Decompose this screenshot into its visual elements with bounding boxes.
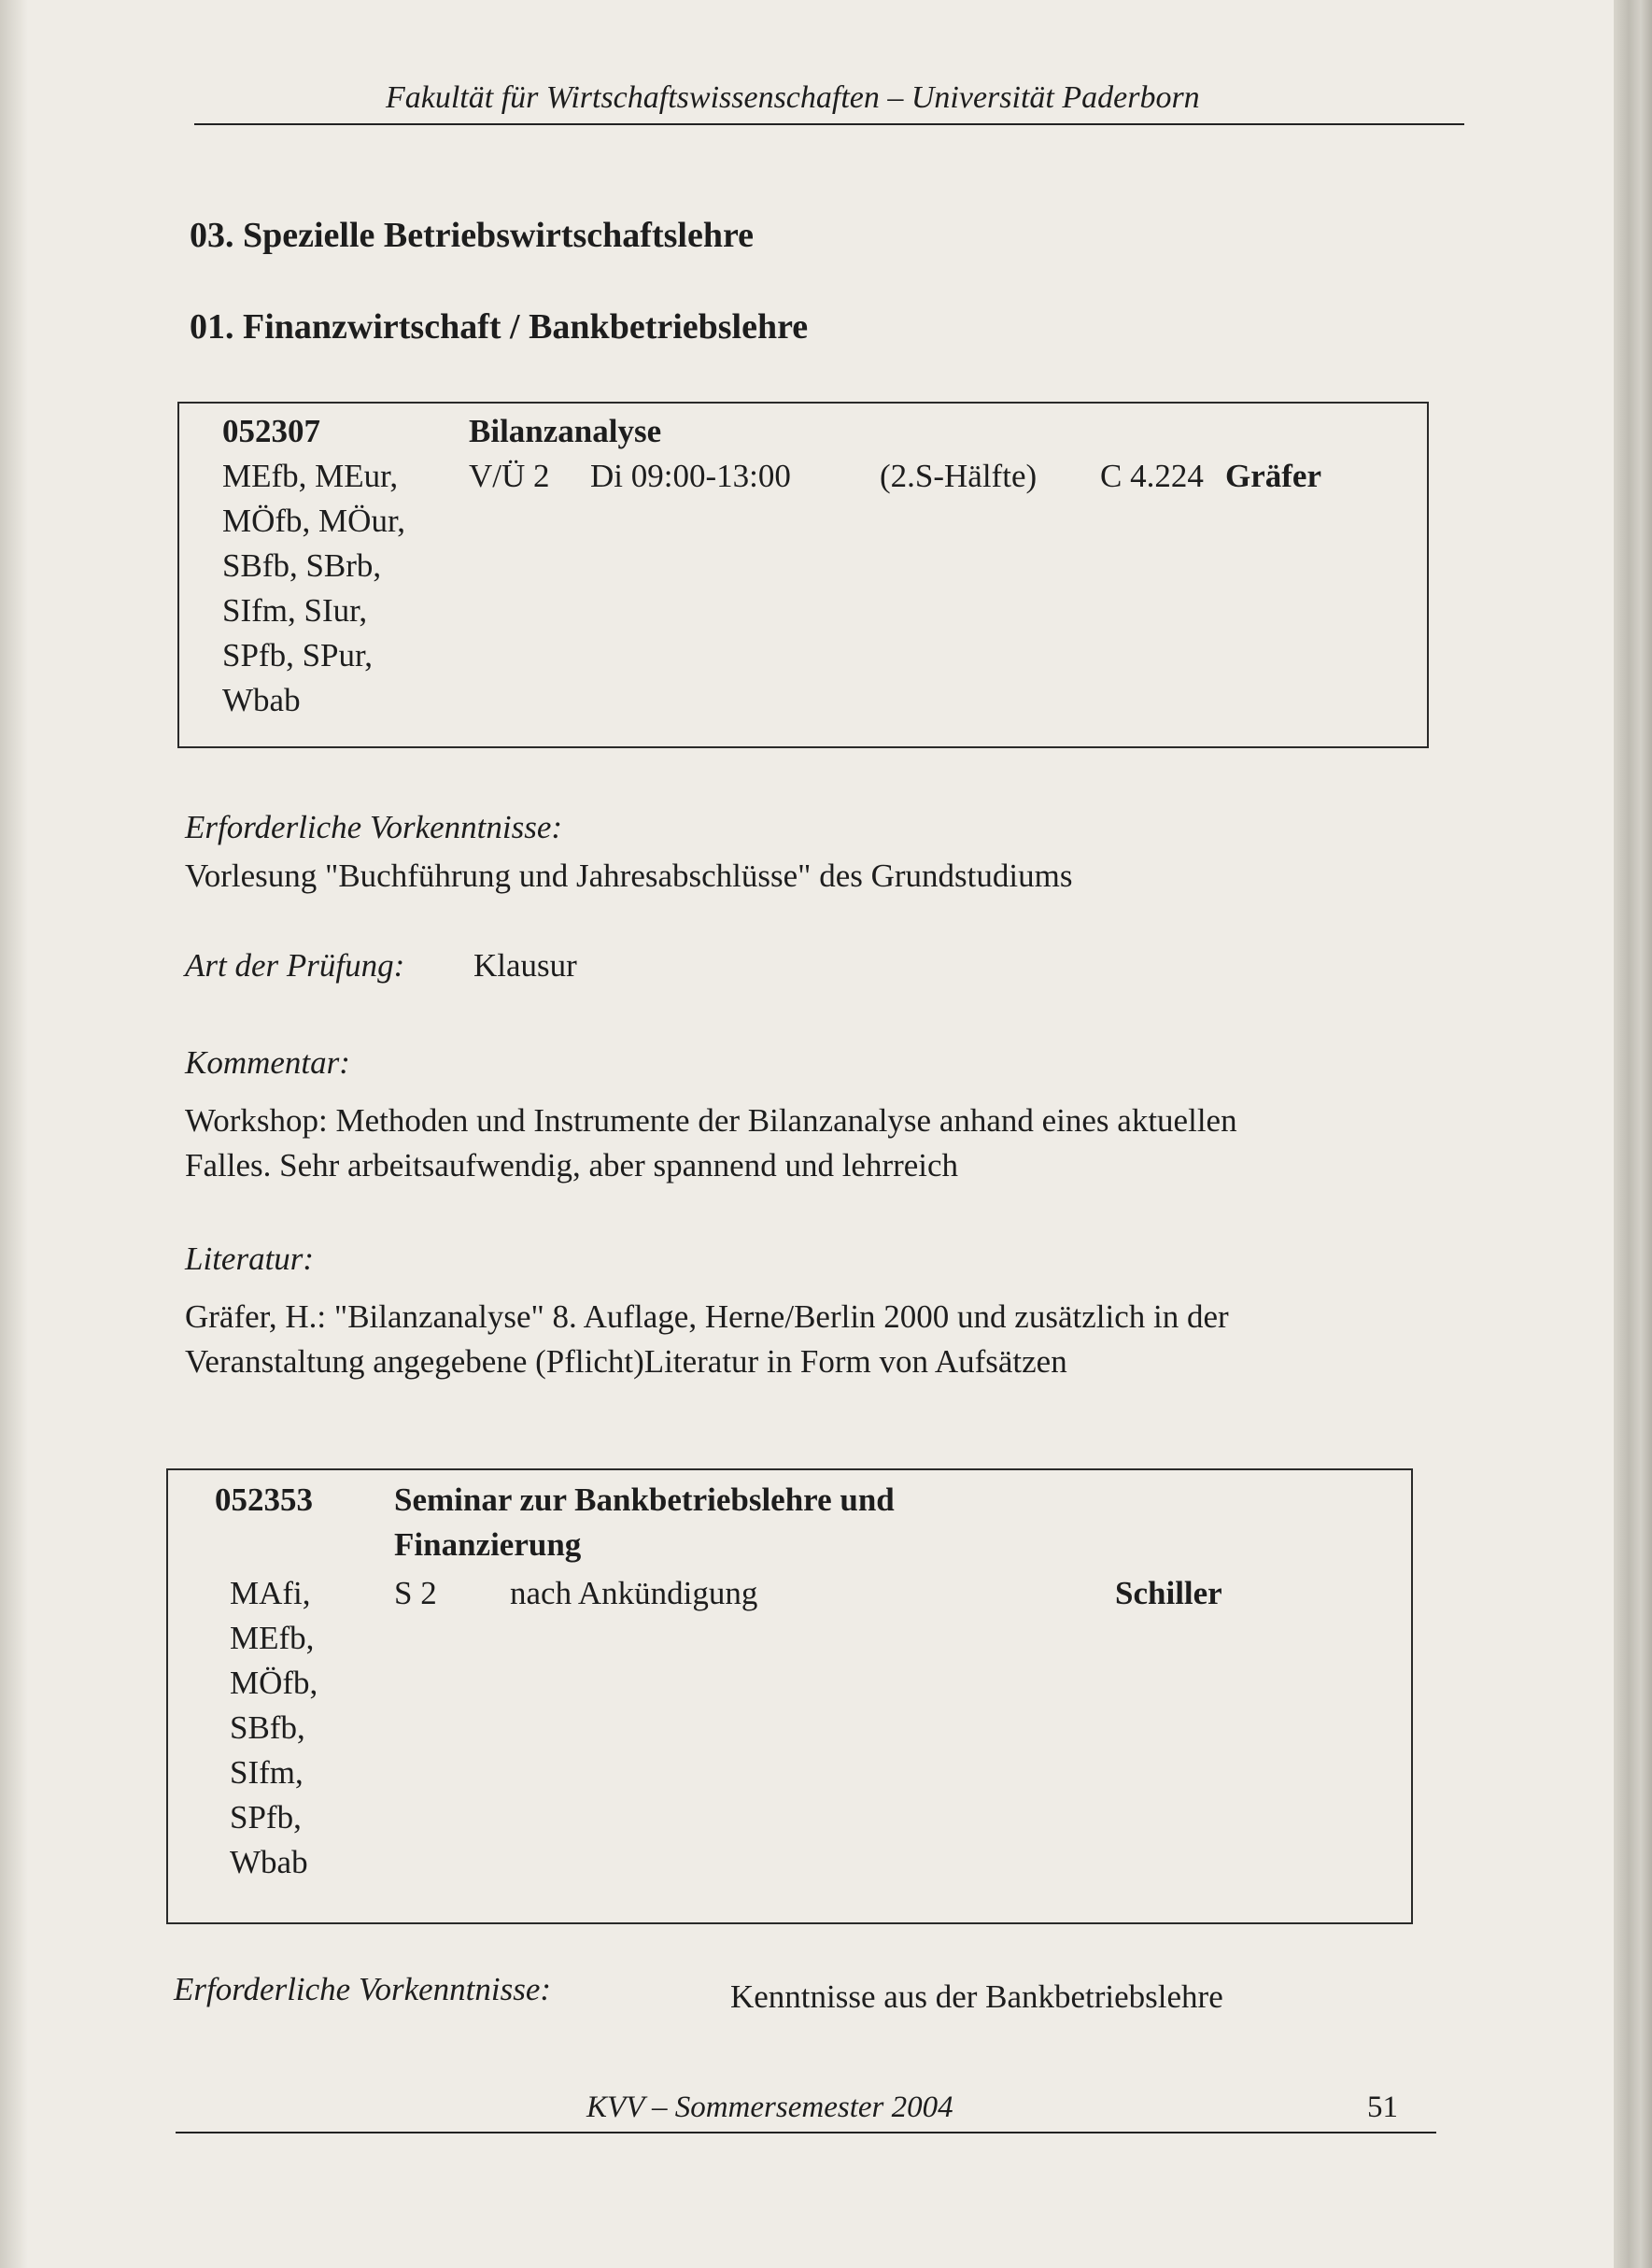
course-program: MAfi,	[230, 1575, 311, 1611]
page-edge	[1614, 0, 1652, 2268]
prereq-label: Erforderliche Vorkenntnisse:	[185, 809, 563, 845]
subsection-title: 01. Finanzwirtschaft / Bankbetriebslehre	[190, 307, 809, 347]
course-number: 052307	[222, 413, 320, 449]
course-program: Wbab	[230, 1844, 308, 1880]
course-box-052353	[166, 1468, 1413, 1924]
exam-text: Klausur	[473, 947, 577, 984]
literature-label: Literatur:	[185, 1240, 315, 1277]
literature-line: Gräfer, H.: "Bilanzanalyse" 8. Auflage, Herne/Berlin 2000 und zusätzlich in der	[185, 1298, 1229, 1335]
course-type: S 2	[394, 1575, 437, 1611]
exam-label: Art der Prüfung:	[185, 947, 405, 984]
course-title: Seminar zur Bankbetriebslehre und	[394, 1481, 895, 1518]
course-program: SPfb,	[230, 1799, 302, 1836]
course-program: MÖfb, MÖur,	[222, 503, 405, 539]
prereq-text: Vorlesung "Buchführung und Jahresabschlüsse" des Grundstudiums	[185, 858, 1073, 894]
course-lecturer: Gräfer	[1225, 458, 1321, 494]
course-title: Finanzierung	[394, 1526, 582, 1563]
comment-label: Kommentar:	[185, 1044, 350, 1081]
course-program: Wbab	[222, 682, 301, 718]
course-number: 052353	[215, 1481, 313, 1518]
course-program: MEfb,	[230, 1620, 315, 1656]
course-box-052307	[177, 402, 1429, 748]
course-program: MÖfb,	[230, 1665, 318, 1701]
course-type: V/Ü 2	[469, 458, 550, 494]
comment-line: Workshop: Methoden und Instrumente der Bilanzanalyse anhand eines aktuellen	[185, 1102, 1237, 1139]
course-program: SIfm, SIur,	[222, 592, 368, 629]
comment-line: Falles. Sehr arbeitsaufwendig, aber spannend und lehrreich	[185, 1147, 959, 1184]
course-program: MEfb, MEur,	[222, 458, 399, 494]
header-text: Fakultät für Wirtschaftswissenschaften – Universität Paderborn	[386, 80, 1200, 115]
course-time: nach Ankündigung	[510, 1575, 758, 1611]
page-footer	[176, 2089, 1436, 2133]
course-time: Di 09:00-13:00	[590, 458, 791, 494]
course-period: (2.S-Hälfte)	[880, 458, 1038, 494]
page-header	[194, 80, 1464, 125]
binding-shadow	[0, 0, 28, 2268]
course-lecturer: Schiller	[1115, 1575, 1222, 1611]
footer-title: KVV – Sommersemester 2004	[586, 2091, 953, 2124]
course-title: Bilanzanalyse	[469, 413, 662, 449]
prereq-label: Erforderliche Vorkenntnisse:	[174, 1971, 552, 2007]
literature-line: Veranstaltung angegebene (Pflicht)Literatur in Form von Aufsätzen	[185, 1343, 1067, 1380]
course-program: SBfb, SBrb,	[222, 547, 382, 584]
page-number: 51	[1367, 2091, 1398, 2124]
course-program: SBfb,	[230, 1709, 305, 1746]
course-room: C 4.224	[1100, 458, 1204, 494]
prereq-text: Kenntnisse aus der Bankbetriebslehre	[730, 1978, 1223, 2015]
section-title: 03. Spezielle Betriebswirtschaftslehre	[190, 216, 754, 255]
course-program: SPfb, SPur,	[222, 637, 374, 673]
course-program: SIfm,	[230, 1754, 304, 1791]
